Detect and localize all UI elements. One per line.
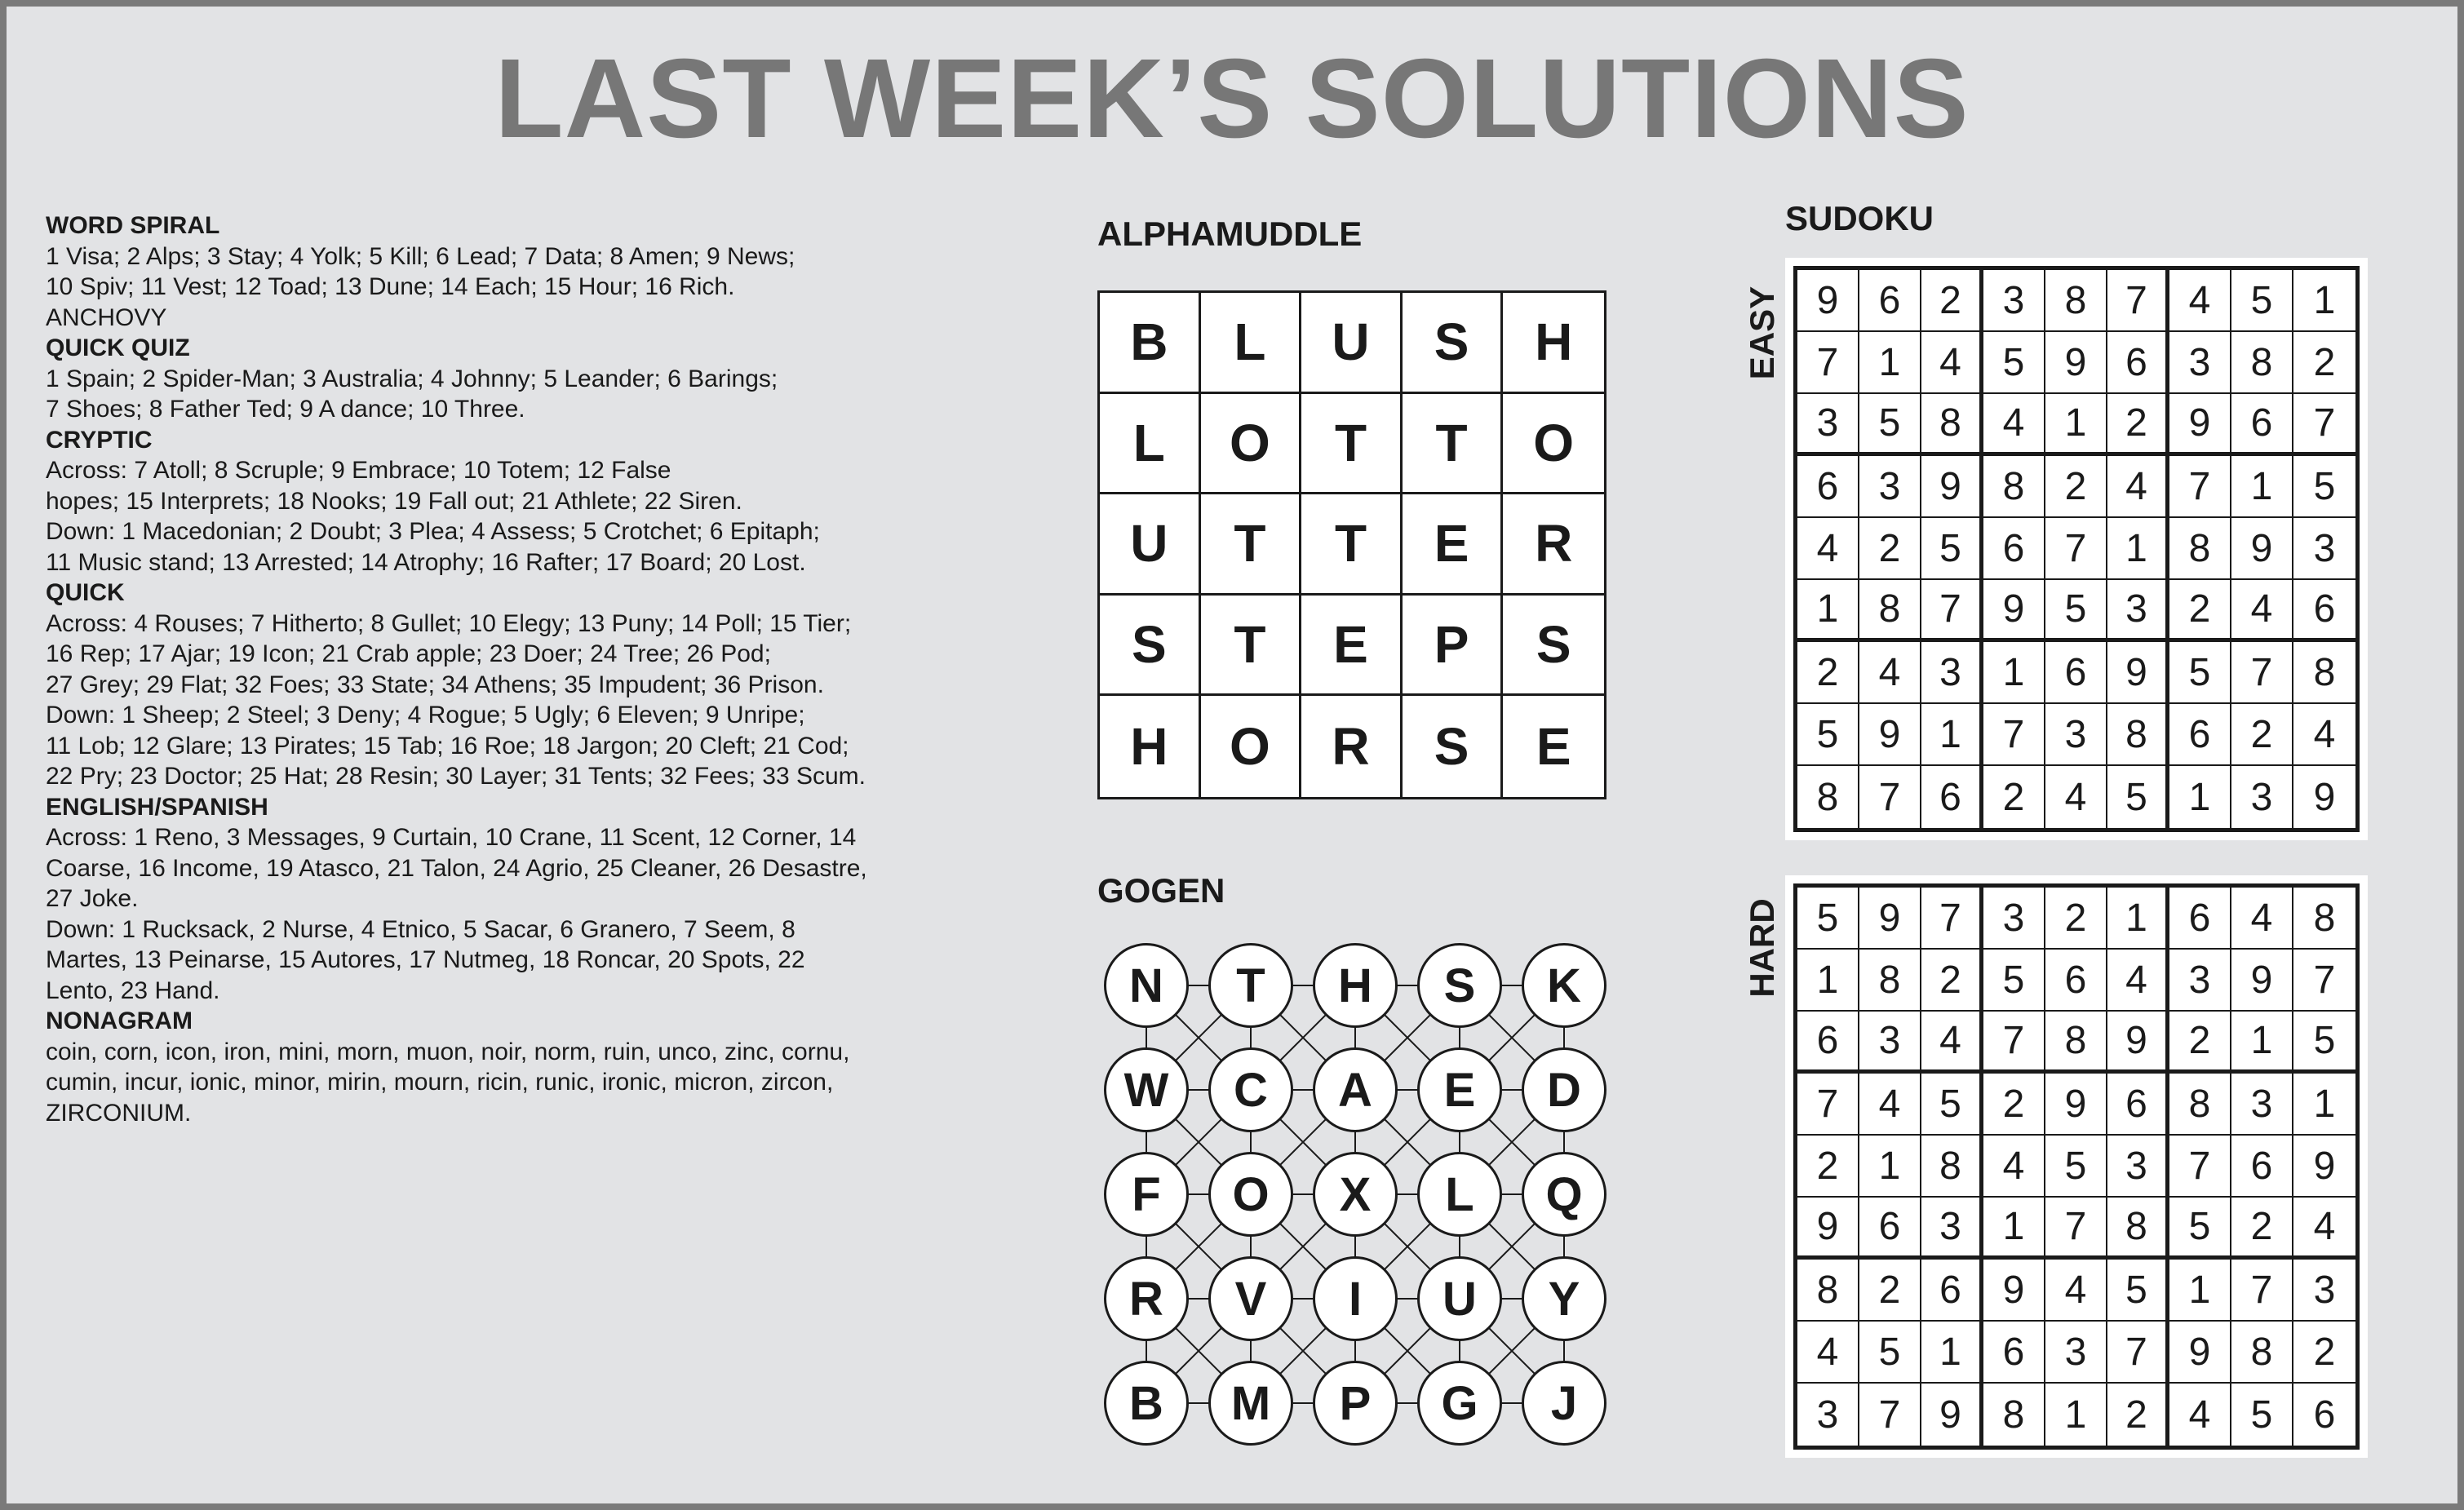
sudoku-hard-cell: 1 [2169, 1260, 2231, 1322]
sudoku-hard-cell: 3 [2045, 1322, 2107, 1384]
sudoku-hard-cell: 9 [2045, 1074, 2107, 1136]
sudoku-easy-cell: 8 [2107, 704, 2169, 766]
sudoku-hard-cell: 4 [1921, 1012, 1983, 1074]
clue-line: Down: 1 Macedonian; 2 Doubt; 3 Plea; 4 Assess; 5 Crotchet; 6 Epitaph; [46, 518, 820, 545]
sudoku-easy-cell: 7 [2045, 518, 2107, 580]
alphamuddle-title: ALPHAMUDDLE [1097, 215, 1363, 253]
sudoku-hard-cell: 6 [1859, 1198, 1921, 1260]
sudoku-hard-cell: 8 [1797, 1260, 1859, 1322]
alphamuddle-cell: T [1301, 494, 1403, 596]
clue-line: Down: 1 Rucksack, 2 Nurse, 4 Etnico, 5 Sacar, 6 Granero, 7 Seem, 8 [46, 915, 795, 943]
alphamuddle-cell: O [1201, 696, 1302, 797]
sudoku-hard-cell: 3 [1797, 1384, 1859, 1446]
gogen-letter-circle: Y [1522, 1256, 1606, 1341]
gogen-letter-circle: S [1417, 943, 1502, 1028]
sudoku-hard-cell: 1 [1921, 1322, 1983, 1384]
sudoku-hard-cell: 6 [1797, 1012, 1859, 1074]
clue-section-title: QUICK QUIZ [46, 334, 190, 361]
sudoku-easy-cell: 7 [1859, 766, 1921, 828]
sudoku-easy-cell: 6 [2231, 394, 2293, 456]
clue-line: 16 Rep; 17 Ajar; 19 Icon; 21 Crab apple; 23 Doer; 24 Tree; 26 Pod; [46, 640, 771, 667]
sudoku-easy-cell: 2 [2107, 394, 2169, 456]
sudoku-hard-cell: 6 [2231, 1136, 2293, 1198]
sudoku-hard-cell: 4 [2107, 950, 2169, 1012]
sudoku-easy-cell: 7 [2107, 270, 2169, 332]
gogen-letter-circle: P [1313, 1361, 1398, 1446]
sudoku-hard-cell: 7 [1797, 1074, 1859, 1136]
gogen-letter-circle: U [1417, 1256, 1502, 1341]
sudoku-hard-cell: 2 [2293, 1322, 2355, 1384]
sudoku-hard-cell: 1 [1983, 1198, 2045, 1260]
sudoku-easy-cell: 9 [2107, 642, 2169, 704]
sudoku-easy-cell: 6 [2293, 580, 2355, 642]
gogen-letter-circle: J [1522, 1361, 1606, 1446]
sudoku-hard-cell: 8 [2045, 1012, 2107, 1074]
sudoku-hard-cell: 3 [2169, 950, 2231, 1012]
clue-line: 22 Pry; 23 Doctor; 25 Hat; 28 Resin; 30 Layer; 31 Tents; 32 Fees; 33 Scum. [46, 763, 866, 790]
gogen-letter-circle: H [1313, 943, 1398, 1028]
gogen-title: GOGEN [1097, 871, 1225, 910]
sudoku-easy-cell: 8 [2169, 518, 2231, 580]
sudoku-hard-cell: 4 [2045, 1260, 2107, 1322]
sudoku-easy-cell: 2 [1859, 518, 1921, 580]
sudoku-easy-cell: 9 [2231, 518, 2293, 580]
sudoku-easy-cell: 3 [2045, 704, 2107, 766]
sudoku-title: SUDOKU [1785, 199, 1934, 237]
sudoku-easy-cell: 5 [1859, 394, 1921, 456]
gogen-letter-circle: X [1313, 1152, 1398, 1237]
sudoku-easy-cell: 3 [2231, 766, 2293, 828]
clue-line: Coarse, 16 Income, 19 Atasco, 21 Talon, 24 Agrio, 25 Cleaner, 26 Desastre, [46, 854, 867, 882]
sudoku-easy-label: EASY [1743, 286, 1781, 380]
sudoku-hard-cell: 9 [1797, 1198, 1859, 1260]
sudoku-hard-cell: 5 [2107, 1260, 2169, 1322]
alphamuddle-cell: L [1100, 394, 1201, 495]
clue-section-title: WORD SPIRAL [46, 212, 220, 239]
clue-line: ZIRCONIUM. [46, 1099, 192, 1127]
sudoku-easy-cell: 5 [2107, 766, 2169, 828]
sudoku-hard-cell: 6 [2107, 1074, 2169, 1136]
sudoku-easy-cell: 8 [1921, 394, 1983, 456]
sudoku-hard-cell: 3 [1859, 1012, 1921, 1074]
clue-section-title: NONAGRAM [46, 1007, 193, 1034]
sudoku-easy-cell: 8 [2045, 270, 2107, 332]
sudoku-easy-cell: 6 [1859, 270, 1921, 332]
sudoku-easy-cell: 5 [2231, 270, 2293, 332]
sudoku-easy-cell: 2 [1797, 642, 1859, 704]
sudoku-hard-cell: 7 [1983, 1012, 2045, 1074]
sudoku-easy-cell: 5 [2169, 642, 2231, 704]
alphamuddle-cell: R [1503, 494, 1604, 596]
gogen-letter-circle: F [1104, 1152, 1189, 1237]
sudoku-hard-cell: 9 [2293, 1136, 2355, 1198]
sudoku-hard-cell: 9 [1921, 1384, 1983, 1446]
alphamuddle-cell: S [1403, 696, 1504, 797]
sudoku-hard-cell: 7 [2045, 1198, 2107, 1260]
sudoku-easy-cell: 8 [2293, 642, 2355, 704]
clue-line: 1 Spain; 2 Spider-Man; 3 Australia; 4 Johnny; 5 Leander; 6 Barings; [46, 365, 778, 392]
sudoku-hard-label: HARD [1743, 898, 1781, 998]
clue-line: 27 Joke. [46, 885, 139, 912]
clue-line: hopes; 15 Interprets; 18 Nooks; 19 Fall out; 21 Athlete; 22 Siren. [46, 487, 742, 515]
sudoku-hard-cell: 7 [2293, 950, 2355, 1012]
sudoku-easy-cell: 7 [1797, 332, 1859, 394]
alphamuddle-cell: E [1403, 494, 1504, 596]
sudoku-easy-cell: 7 [1921, 580, 1983, 642]
sudoku-hard-cell: 5 [2293, 1012, 2355, 1074]
sudoku-hard-cell: 8 [2169, 1074, 2231, 1136]
sudoku-hard-cell: 7 [1859, 1384, 1921, 1446]
sudoku-easy-cell: 3 [1983, 270, 2045, 332]
sudoku-hard-cell: 6 [1983, 1322, 2045, 1384]
sudoku-hard-cell: 2 [1859, 1260, 1921, 1322]
sudoku-hard-cell: 6 [2313, 1393, 2336, 1437]
alphamuddle-cell: S [1503, 596, 1604, 697]
gogen-letter-circle: W [1104, 1047, 1189, 1132]
sudoku-hard-cell: 9 [2231, 950, 2293, 1012]
sudoku-easy-cell: 2 [2169, 580, 2231, 642]
alphamuddle-cell: H [1503, 293, 1604, 394]
sudoku-easy-cell: 2 [2231, 704, 2293, 766]
clue-line: Across: 1 Reno, 3 Messages, 9 Curtain, 10 Crane, 11 Scent, 12 Corner, 14 [46, 824, 857, 851]
clue-line: 11 Lob; 12 Glare; 13 Pirates; 15 Tab; 16 Roe; 18 Jargon; 20 Cleft; 21 Cod; [46, 732, 849, 759]
alphamuddle-cell: H [1100, 696, 1201, 797]
sudoku-easy-cell: 4 [2107, 456, 2169, 518]
alphamuddle-cell: T [1403, 394, 1504, 495]
sudoku-easy-cell: 1 [1983, 642, 2045, 704]
gogen-letter-circle: R [1104, 1256, 1189, 1341]
alphamuddle-cell: T [1201, 494, 1302, 596]
clue-section-title: ENGLISH/SPANISH [46, 793, 268, 821]
clue-line: coin, corn, icon, iron, mini, morn, muon, noir, norm, ruin, unco, zinc, cornu, [46, 1038, 850, 1065]
alphamuddle-cell: S [1100, 596, 1201, 697]
sudoku-hard-cell: 9 [2169, 1322, 2231, 1384]
sudoku-hard-cell: 3 [1921, 1198, 1983, 1260]
alphamuddle-cell: U [1301, 293, 1403, 394]
sudoku-hard-cell: 5 [2045, 1136, 2107, 1198]
sudoku-hard-cell: 1 [1859, 1136, 1921, 1198]
sudoku-easy-cell: 9 [2045, 332, 2107, 394]
sudoku-easy-cell: 2 [1921, 270, 1983, 332]
sudoku-hard-cell: 4 [1797, 1322, 1859, 1384]
sudoku-easy-cell: 9 [1921, 456, 1983, 518]
gogen-letter-circle: I [1313, 1256, 1398, 1341]
sudoku-easy-frame [1785, 258, 2368, 840]
sudoku-hard-cell: 8 [1921, 1136, 1983, 1198]
sudoku-easy-cell: 9 [1859, 704, 1921, 766]
sudoku-easy-cell: 6 [1921, 766, 1983, 828]
clue-line: Lento, 23 Hand. [46, 976, 220, 1004]
sudoku-hard-cell: 4 [1983, 1136, 2045, 1198]
sudoku-easy-cell: 6 [1797, 456, 1859, 518]
clue-line: 11 Music stand; 13 Arrested; 14 Atrophy; 16 Rafter; 17 Board; 20 Lost. [46, 548, 806, 576]
clue-line: 27 Grey; 29 Flat; 32 Foes; 33 State; 34 Athens; 35 Impudent; 36 Prison. [46, 671, 824, 698]
gogen-letter-circle: G [1417, 1361, 1502, 1446]
sudoku-hard-cell: 7 [2107, 1322, 2169, 1384]
sudoku-hard-frame [1785, 875, 2368, 1458]
sudoku-easy-cell: 1 [2293, 270, 2355, 332]
alphamuddle-cell: S [1403, 293, 1504, 394]
sudoku-easy-cell: 1 [1859, 332, 1921, 394]
gogen-letter-circle: O [1208, 1152, 1293, 1237]
sudoku-hard-cell: 2 [2107, 1384, 2169, 1446]
gogen-letter-circle: D [1522, 1047, 1606, 1132]
sudoku-easy-cell: 3 [1859, 456, 1921, 518]
sudoku-hard-cell: 1 [1797, 950, 1859, 1012]
sudoku-hard-cell: 8 [2293, 888, 2355, 950]
sudoku-hard-cell: 2 [1797, 1136, 1859, 1198]
sudoku-hard-cell: 9 [1859, 888, 1921, 950]
gogen-letter-circle: L [1417, 1152, 1502, 1237]
sudoku-easy-cell: 3 [2293, 518, 2355, 580]
alphamuddle-cell: L [1201, 293, 1302, 394]
sudoku-hard-cell: 4 [1859, 1074, 1921, 1136]
sudoku-easy-cell: 4 [2293, 704, 2355, 766]
sudoku-easy-cell: 5 [1921, 518, 1983, 580]
sudoku-easy-cell: 5 [1983, 332, 2045, 394]
alphamuddle-cell: P [1403, 596, 1504, 697]
sudoku-hard-cell: 3 [2231, 1074, 2293, 1136]
page-title: LAST WEEK’S SOLUTIONS [494, 36, 1970, 162]
sudoku-easy-cell: 5 [2293, 456, 2355, 518]
alphamuddle-cell: E [1536, 717, 1571, 777]
sudoku-easy-cell: 1 [1921, 704, 1983, 766]
clue-line: 10 Spiv; 11 Vest; 12 Toad; 13 Dune; 14 Each; 15 Hour; 16 Rich. [46, 273, 735, 300]
sudoku-hard-cell: 5 [1797, 888, 1859, 950]
sudoku-easy-cell: 4 [1859, 642, 1921, 704]
sudoku-hard-cell: 9 [2107, 1012, 2169, 1074]
alphamuddle-cell: U [1100, 494, 1201, 596]
sudoku-hard-cell: 5 [1859, 1322, 1921, 1384]
clue-line: 7 Shoes; 8 Father Ted; 9 A dance; 10 Three. [46, 396, 525, 423]
alphamuddle-cell: O [1201, 394, 1302, 495]
sudoku-easy-cell: 6 [1983, 518, 2045, 580]
sudoku-easy-cell: 4 [2169, 270, 2231, 332]
sudoku-easy-cell: 9 [2169, 394, 2231, 456]
clue-line: Across: 4 Rouses; 7 Hitherto; 8 Gullet; 10 Elegy; 13 Puny; 14 Poll; 15 Tier; [46, 609, 852, 637]
sudoku-easy-cell: 4 [1797, 518, 1859, 580]
gogen-letter-circle: B [1104, 1361, 1189, 1446]
sudoku-easy-cell: 7 [2169, 456, 2231, 518]
sudoku-easy-cell: 5 [1797, 704, 1859, 766]
clue-line: Martes, 13 Peinarse, 15 Autores, 17 Nutmeg, 18 Roncar, 20 Spots, 22 [46, 946, 805, 973]
alphamuddle-cell: R [1301, 696, 1403, 797]
clue-solutions-column [46, 210, 1025, 1128]
sudoku-easy-cell: 3 [2107, 580, 2169, 642]
gogen-letter-circle: K [1522, 943, 1606, 1028]
sudoku-easy-cell: 8 [1859, 580, 1921, 642]
sudoku-hard-cell: 2 [2169, 1012, 2231, 1074]
sudoku-easy-cell: 8 [1983, 456, 2045, 518]
sudoku-easy-cell: 1 [1797, 580, 1859, 642]
sudoku-easy-cell: 8 [1797, 766, 1859, 828]
alphamuddle-grid [1097, 290, 1606, 799]
sudoku-hard-cell: 9 [1983, 1260, 2045, 1322]
alphamuddle-cell: O [1503, 394, 1604, 495]
sudoku-easy-cell: 2 [1983, 766, 2045, 828]
sudoku-hard-cell: 4 [2293, 1198, 2355, 1260]
alphamuddle-cell: T [1301, 394, 1403, 495]
gogen-letter-circle: M [1208, 1361, 1293, 1446]
sudoku-easy-cell: 9 [1797, 270, 1859, 332]
clue-section-title: CRYPTIC [46, 426, 153, 454]
sudoku-hard-cell: 6 [1921, 1260, 1983, 1322]
sudoku-hard-cell: 5 [1921, 1074, 1983, 1136]
sudoku-easy-cell: 5 [2045, 580, 2107, 642]
sudoku-hard-cell: 3 [1983, 888, 2045, 950]
alphamuddle-cell: T [1201, 596, 1302, 697]
alphamuddle-cell: B [1100, 293, 1201, 394]
gogen-letter-circle: A [1313, 1047, 1398, 1132]
gogen-letter-circle: C [1208, 1047, 1293, 1132]
sudoku-hard-cell: 4 [2169, 1384, 2231, 1446]
sudoku-hard-cell: 2 [2045, 888, 2107, 950]
clue-line: cumin, incur, ionic, minor, mirin, mourn, ricin, runic, ironic, micron, zircon, [46, 1069, 834, 1096]
gogen-letter-circle: V [1208, 1256, 1293, 1341]
sudoku-hard-cell: 4 [2231, 888, 2293, 950]
gogen-grid [1097, 937, 1620, 1459]
sudoku-easy-cell: 6 [2045, 642, 2107, 704]
sudoku-easy-cell: 4 [2045, 766, 2107, 828]
sudoku-easy-cell: 1 [2107, 518, 2169, 580]
sudoku-hard-cell: 7 [2231, 1260, 2293, 1322]
sudoku-hard-cell: 5 [2231, 1384, 2293, 1446]
sudoku-hard-cell: 3 [2293, 1260, 2355, 1322]
sudoku-hard-cell: 1 [2045, 1384, 2107, 1446]
clue-line: ANCHOVY [46, 303, 167, 331]
sudoku-easy-cell: 3 [1921, 642, 1983, 704]
sudoku-easy-grid [1793, 266, 2360, 832]
sudoku-hard-cell: 2 [2231, 1198, 2293, 1260]
sudoku-easy-cell: 4 [1983, 394, 2045, 456]
clue-line: Down: 1 Sheep; 2 Steel; 3 Deny; 4 Rogue; 5 Ugly; 6 Eleven; 9 Unripe; [46, 702, 805, 728]
sudoku-easy-cell: 7 [1983, 704, 2045, 766]
sudoku-easy-cell: 9 [2313, 775, 2336, 819]
clue-line: Across: 7 Atoll; 8 Scruple; 9 Embrace; 10 Totem; 12 False [46, 457, 671, 484]
gogen-letter-circle: N [1104, 943, 1189, 1028]
sudoku-easy-cell: 8 [2231, 332, 2293, 394]
sudoku-easy-cell: 6 [2107, 332, 2169, 394]
sudoku-hard-cell: 3 [2107, 1136, 2169, 1198]
sudoku-hard-cell: 8 [1983, 1384, 2045, 1446]
clue-line: 1 Visa; 2 Alps; 3 Stay; 4 Yolk; 5 Kill; 6 Lead; 7 Data; 8 Amen; 9 News; [46, 242, 795, 270]
sudoku-hard-cell: 2 [1921, 950, 1983, 1012]
sudoku-easy-cell: 7 [2293, 394, 2355, 456]
sudoku-easy-cell: 1 [2231, 456, 2293, 518]
sudoku-hard-cell: 8 [2107, 1198, 2169, 1260]
alphamuddle-cell: E [1301, 596, 1403, 697]
sudoku-hard-cell: 1 [2293, 1074, 2355, 1136]
sudoku-easy-cell: 6 [2169, 704, 2231, 766]
sudoku-hard-cell: 2 [1983, 1074, 2045, 1136]
sudoku-hard-grid [1793, 883, 2360, 1450]
sudoku-hard-cell: 5 [2169, 1198, 2231, 1260]
sudoku-easy-cell: 3 [2169, 332, 2231, 394]
sudoku-hard-cell: 7 [1921, 888, 1983, 950]
sudoku-easy-cell: 3 [1797, 394, 1859, 456]
sudoku-hard-cell: 7 [2169, 1136, 2231, 1198]
sudoku-hard-cell: 6 [2045, 950, 2107, 1012]
gogen-letter-circle: Q [1522, 1152, 1606, 1237]
sudoku-easy-cell: 2 [2045, 456, 2107, 518]
sudoku-easy-cell: 4 [1921, 332, 1983, 394]
sudoku-hard-cell: 8 [1859, 950, 1921, 1012]
sudoku-easy-cell: 4 [2231, 580, 2293, 642]
gogen-letter-circle: E [1417, 1047, 1502, 1132]
sudoku-easy-cell: 7 [2231, 642, 2293, 704]
sudoku-easy-cell: 9 [1983, 580, 2045, 642]
clue-section-title: QUICK [46, 579, 125, 606]
sudoku-hard-cell: 1 [2107, 888, 2169, 950]
sudoku-hard-cell: 1 [2231, 1012, 2293, 1074]
sudoku-easy-cell: 1 [2045, 394, 2107, 456]
gogen-letter-circle: T [1208, 943, 1293, 1028]
sudoku-easy-cell: 1 [2169, 766, 2231, 828]
sudoku-hard-cell: 5 [1983, 950, 2045, 1012]
sudoku-hard-cell: 6 [2169, 888, 2231, 950]
sudoku-easy-cell: 2 [2293, 332, 2355, 394]
sudoku-hard-cell: 8 [2231, 1322, 2293, 1384]
